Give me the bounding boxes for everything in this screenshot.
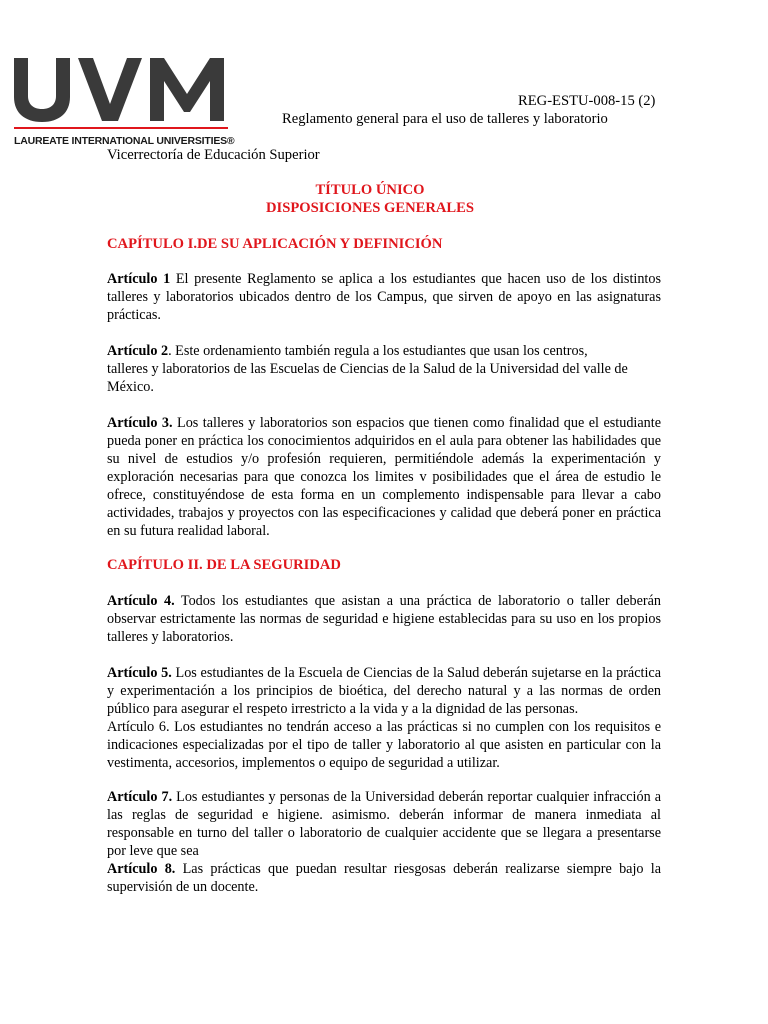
article-2-label: Artículo 2 (107, 343, 169, 359)
article-3 (107, 414, 661, 540)
article-2-text: talleres y laboratorios de las Escuelas de Ciencias de la Salud de la Universidad del valle de México. (107, 361, 628, 395)
main-title: TÍTULO ÚNICO (315, 182, 425, 198)
article-3-text: Los talleres y laboratorios son espacios que tienen como finalidad que el estudiante pueda poner en práctica los conocimientos adquiridos en el aula para obtener las habilidades que su nivel de estudios y/o profesión requieren, permitiéndole además la experimentación y exploración necesarias para que conozca los limites v posibilidades que el área de estudio le ofrece, constituyéndose de esta forma en un complemento indispensable para llevar a cabo actividades, trabajos y proyectos con las especificaciones y calidad que deberá poner en práctica en su futura realidad laboral. (107, 415, 661, 539)
article-7 (107, 788, 661, 896)
chapter-1-heading: CAPÍTULO I.DE SU APLICACIÓN Y DEFINICIÓN (107, 236, 443, 252)
article-7-text: Los estudiantes y personas de la Universidad deberán reportar cualquier infracción a las reglas de seguridad e higiene. asimismo. deberán informar de manera inmediata al responsable en turno del taller o laboratorio de cualquier accidente que se llegara a presentarse por leve que sea (107, 789, 661, 859)
article-1-text: El presente Reglamento se aplica a los estudiantes que hacen uso de los distintos talleres y laboratorios ubicados dentro de los Campus, que sirven de apoyo en las asignaturas prácticas. (107, 271, 661, 323)
article-4 (107, 592, 661, 646)
logo-tagline: LAUREATE INTERNATIONAL UNIVERSITIES® (14, 135, 235, 147)
article-3-label: Artículo 3. (107, 415, 173, 431)
article-5 (107, 664, 661, 772)
document-title: Reglamento general para el uso de talleres y laboratorio (282, 111, 608, 127)
department-name: Vicerrectoría de Educación Superior (107, 147, 320, 163)
sub-title: DISPOSICIONES GENERALES (265, 200, 475, 216)
article-8-text: Las prácticas que puedan resultar riesgosas deberán realizarse siempre bajo la supervisión de un docente. (107, 861, 661, 895)
article-2-text-line1: . Este ordenamiento también regula a los estudiantes que usan los centros, (168, 343, 588, 359)
document-code: REG-ESTU-008-15 (2) (518, 93, 656, 109)
article-4-text: Todos los estudiantes que asistan a una práctica de laboratorio o taller deberán observar estrictamente las normas de seguridad e higiene establecidas para su uso en los propios talleres y laboratorios. (107, 593, 662, 645)
article-5-text: Los estudiantes de la Escuela de Ciencias de la Salud deberán sujetarse en la práctica y experimentación a los principios de bioética, del derecho natural y a las normas de orden público para asegurar el respeto irrestricto a la vida y a la dignidad de las personas. (107, 665, 662, 717)
chapter-2-heading: CAPÍTULO II. DE LA SEGURIDAD (107, 557, 341, 573)
article-2 (107, 342, 661, 396)
article-7-label: Artículo 7. (107, 789, 173, 805)
article-1-label: Artículo 1 (107, 271, 171, 287)
article-4-label: Artículo 4. (107, 593, 175, 609)
article-8-label: Artículo 8. (107, 861, 176, 877)
article-6-text: Artículo 6. Los estudiantes no tendrán acceso a las prácticas si no cumplen con los requisitos e indicaciones especializadas por el tipo de taller y laboratorio al que asisten en particular con la vestimenta, accesorios, implementos o equipo de seguridad a utilizar. (107, 719, 661, 771)
article-5-label: Artículo 5. (107, 665, 172, 681)
article-1 (107, 270, 661, 324)
